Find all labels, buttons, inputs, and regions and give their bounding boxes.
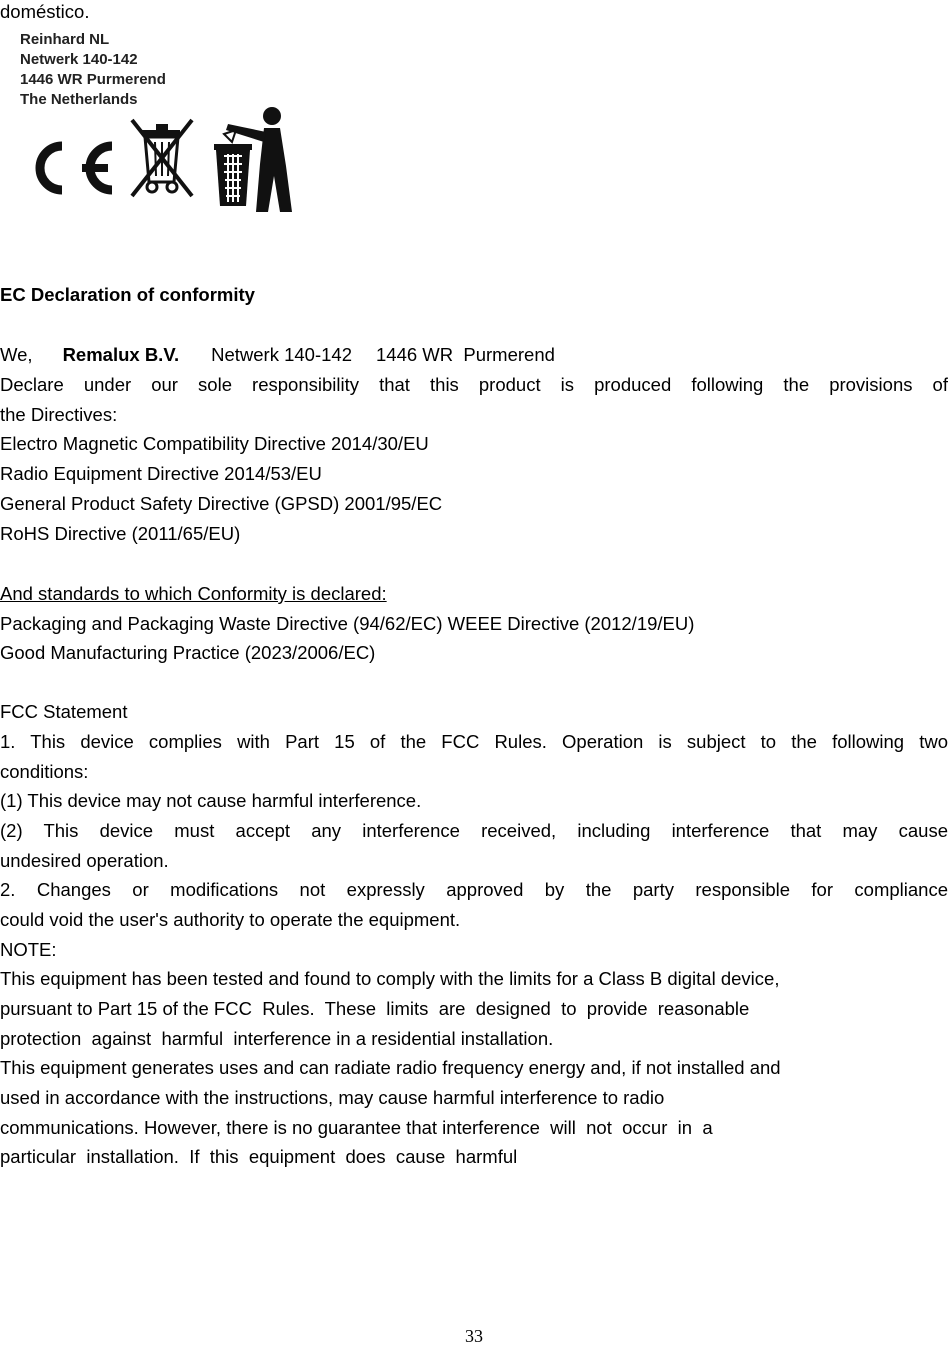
fcc-line: conditions: bbox=[0, 761, 89, 782]
fcc-heading: FCC Statement bbox=[0, 701, 128, 722]
fcc-line: used in accordance with the instructions, may cause harmful interference to radio bbox=[0, 1087, 665, 1108]
logo-line-2: Netwerk 140-142 bbox=[20, 51, 138, 68]
fcc-line: This equipment has been tested and found to comply with the limits for a Class B digital device, bbox=[0, 968, 780, 989]
fcc-line: NOTE: bbox=[0, 939, 57, 960]
fcc-line: communications. However, there is no guarantee that interference will not occur in a bbox=[0, 1117, 713, 1138]
fcc-line: particular installation. If this equipment does cause harmful bbox=[0, 1146, 518, 1167]
standard-item: Packaging and Packaging Waste Directive (94/62/EC) WEEE Directive (2012/19/EU) bbox=[0, 613, 695, 634]
directive-item: General Product Safety Directive (GPSD) 2001/95/EC bbox=[0, 493, 443, 514]
declarant-line bbox=[0, 343, 948, 367]
directive-item: Electro Magnetic Compatibility Directive 2014/30/EU bbox=[0, 433, 429, 454]
directive-item: RoHS Directive (2011/65/EU) bbox=[0, 523, 241, 544]
declaration-statement-cont: the Directives: bbox=[0, 404, 118, 425]
logo-line-4: The Netherlands bbox=[20, 91, 138, 108]
logo-line-3: 1446 WR Purmerend bbox=[20, 71, 166, 88]
company-name: Remalux B.V. bbox=[62, 344, 180, 365]
ce-mark-icon bbox=[20, 138, 120, 198]
fcc-line: This equipment generates uses and can radiate radio frequency energy and, if not installed and bbox=[0, 1057, 781, 1078]
crossed-out-wheelie-bin-icon bbox=[128, 110, 198, 200]
standards-heading: And standards to which Conformity is declared: bbox=[0, 583, 387, 604]
we-label: We, bbox=[0, 344, 33, 365]
fcc-line: 1. This device complies with Part 15 of the FCC Rules. Operation is subject to the following two bbox=[0, 731, 948, 752]
fcc-line: 2. Changes or modifications not expressly approved by the party responsible for compliance bbox=[0, 879, 948, 900]
fcc-line: could void the user's authority to operate the equipment. bbox=[0, 909, 461, 930]
header-fragment: doméstico. bbox=[0, 1, 90, 22]
declaration-statement: Declare under our sole responsibility that this product is produced following the provisions of bbox=[0, 374, 948, 395]
standard-item: Good Manufacturing Practice (2023/2006/EC) bbox=[0, 642, 376, 663]
page-number: 33 bbox=[465, 1326, 483, 1346]
company-city: 1446 WR Purmerend bbox=[376, 344, 555, 365]
logo-line-1: Reinhard NL bbox=[20, 31, 110, 48]
fcc-line: pursuant to Part 15 of the FCC Rules. These limits are designed to provide reasonable bbox=[0, 998, 750, 1019]
company-street: Netwerk 140-142 bbox=[211, 344, 352, 365]
fcc-line: (1) This device may not cause harmful interference. bbox=[0, 790, 422, 811]
tidyman-recycle-icon bbox=[206, 104, 298, 216]
directive-item: Radio Equipment Directive 2014/53/EU bbox=[0, 463, 322, 484]
fcc-line: (2) This device must accept any interference received, including interference that may cause bbox=[0, 820, 948, 841]
fcc-line: protection against harmful interference in a residential installation. bbox=[0, 1028, 554, 1049]
fcc-line: undesired operation. bbox=[0, 850, 169, 871]
declaration-title: EC Declaration of conformity bbox=[0, 284, 255, 305]
